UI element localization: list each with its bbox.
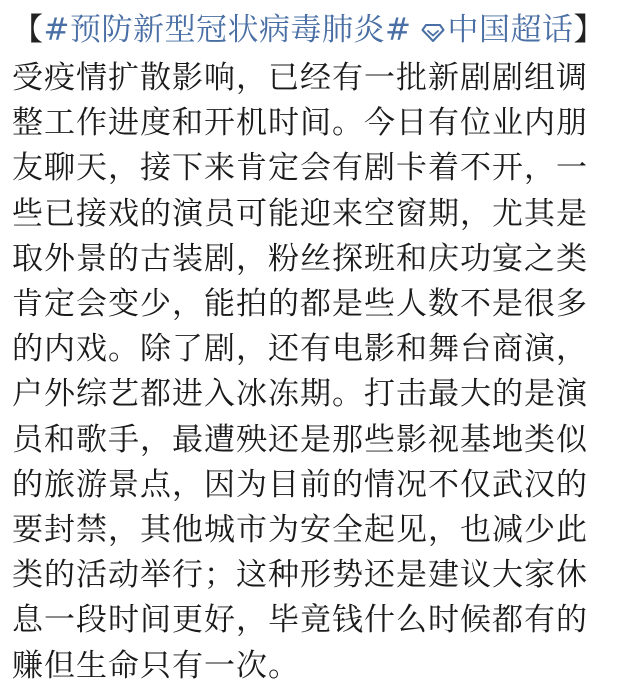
- post-text-line: 类的活动举行；这种形势还是建议大家休: [12, 557, 588, 594]
- diamond-icon: [421, 11, 445, 56]
- post-text-line: 整工作进度和开机时间。今日有位业内朋: [12, 105, 588, 142]
- bracket-close: 】: [573, 12, 605, 48]
- topic-line: [12, 8, 628, 56]
- post-text-line: 肯定会变少，能拍的都是些人数不是很多: [12, 286, 588, 323]
- bracket-open: 【: [12, 12, 44, 48]
- hashtag-link[interactable]: #预防新型冠状病毒肺炎#: [43, 12, 412, 48]
- post-text-line: 户外综艺都进入冰冻期。打击最大的是演: [12, 376, 588, 413]
- post-text-line: 息一段时间更好，毕竟钱什么时候都有的: [12, 602, 588, 639]
- post-text-line: 的旅游景点，因为目前的情况不仅武汉的: [12, 466, 588, 503]
- supertopic-link[interactable]: 中国超话: [447, 12, 574, 48]
- post-text-line: 员和歌手，最遭殃还是那些影视基地类似: [12, 421, 588, 458]
- post-text-line: 些已接戏的演员可能迎来空窗期，尤其是: [12, 195, 588, 232]
- post-text-line: 赚但生命只有一次。: [12, 647, 300, 684]
- post-text-line: 取外景的古装剧，粉丝探班和庆功宴之类: [12, 240, 588, 277]
- post-text-line: 要封禁，其他城市为安全起见，也减少此: [12, 512, 588, 549]
- post-text-line: 受疫情扩散影响，已经有一批新剧剧组调: [12, 60, 588, 96]
- post-text-line: 的内戏。除了剧，还有电影和舞台商演，: [12, 331, 588, 368]
- post-text-line: 友聊天，接下来肯定会有剧卡着不开，一: [12, 150, 588, 187]
